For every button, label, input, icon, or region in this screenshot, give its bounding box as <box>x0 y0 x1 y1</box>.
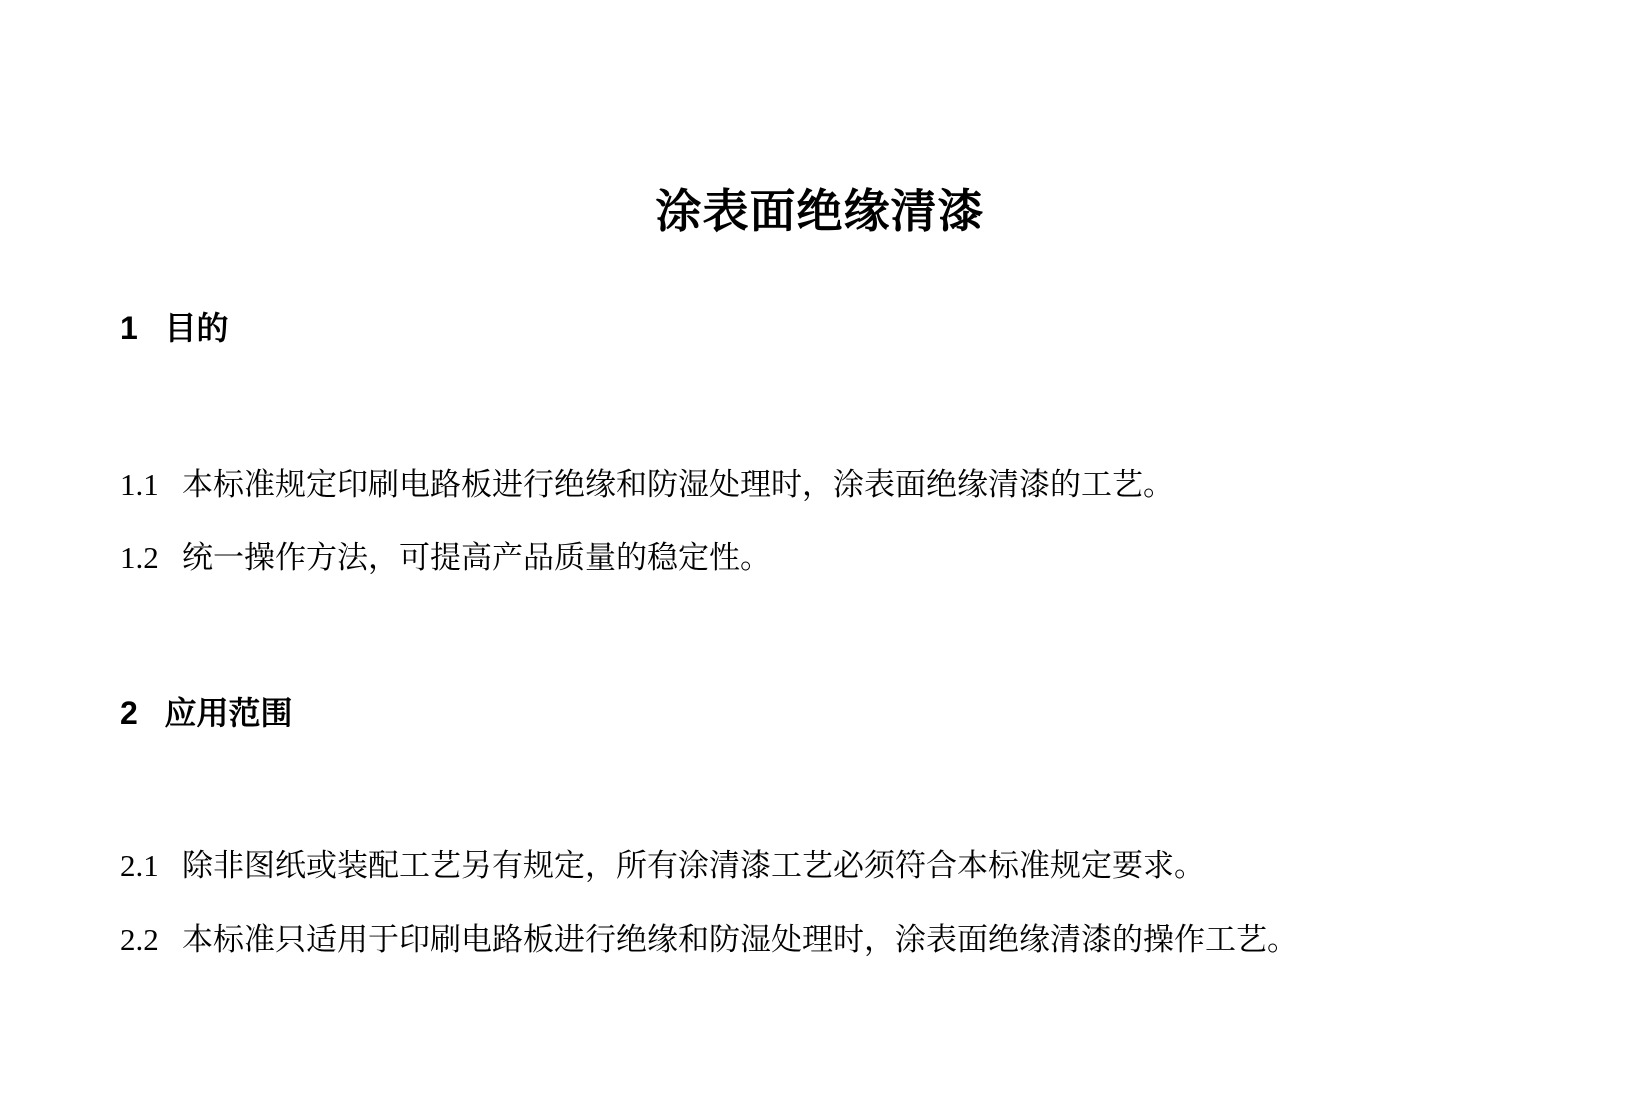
page-title: 涂表面绝缘清漆 <box>655 185 985 237</box>
clause-1-1: 1.1 本标准规定印刷电路板进行绝缘和防湿处理时，涂表面绝缘清漆的工艺。 <box>120 467 1174 502</box>
clause-2-2: 2.2 本标准只适用于印刷电路板进行绝缘和防湿处理时，涂表面绝缘清漆的操作工艺。 <box>120 921 1298 957</box>
section-heading-scope: 2 应用范围 <box>120 695 293 732</box>
section-heading-purpose: 1 目的 <box>120 310 229 346</box>
clause-2-1: 2.1 除非图纸或装配工艺另有规定，所有涂清漆工艺必须符合本标准规定要求。 <box>120 848 1205 884</box>
clause-1-2: 1.2 统一操作方法，可提高产品质量的稳定性。 <box>120 540 771 576</box>
